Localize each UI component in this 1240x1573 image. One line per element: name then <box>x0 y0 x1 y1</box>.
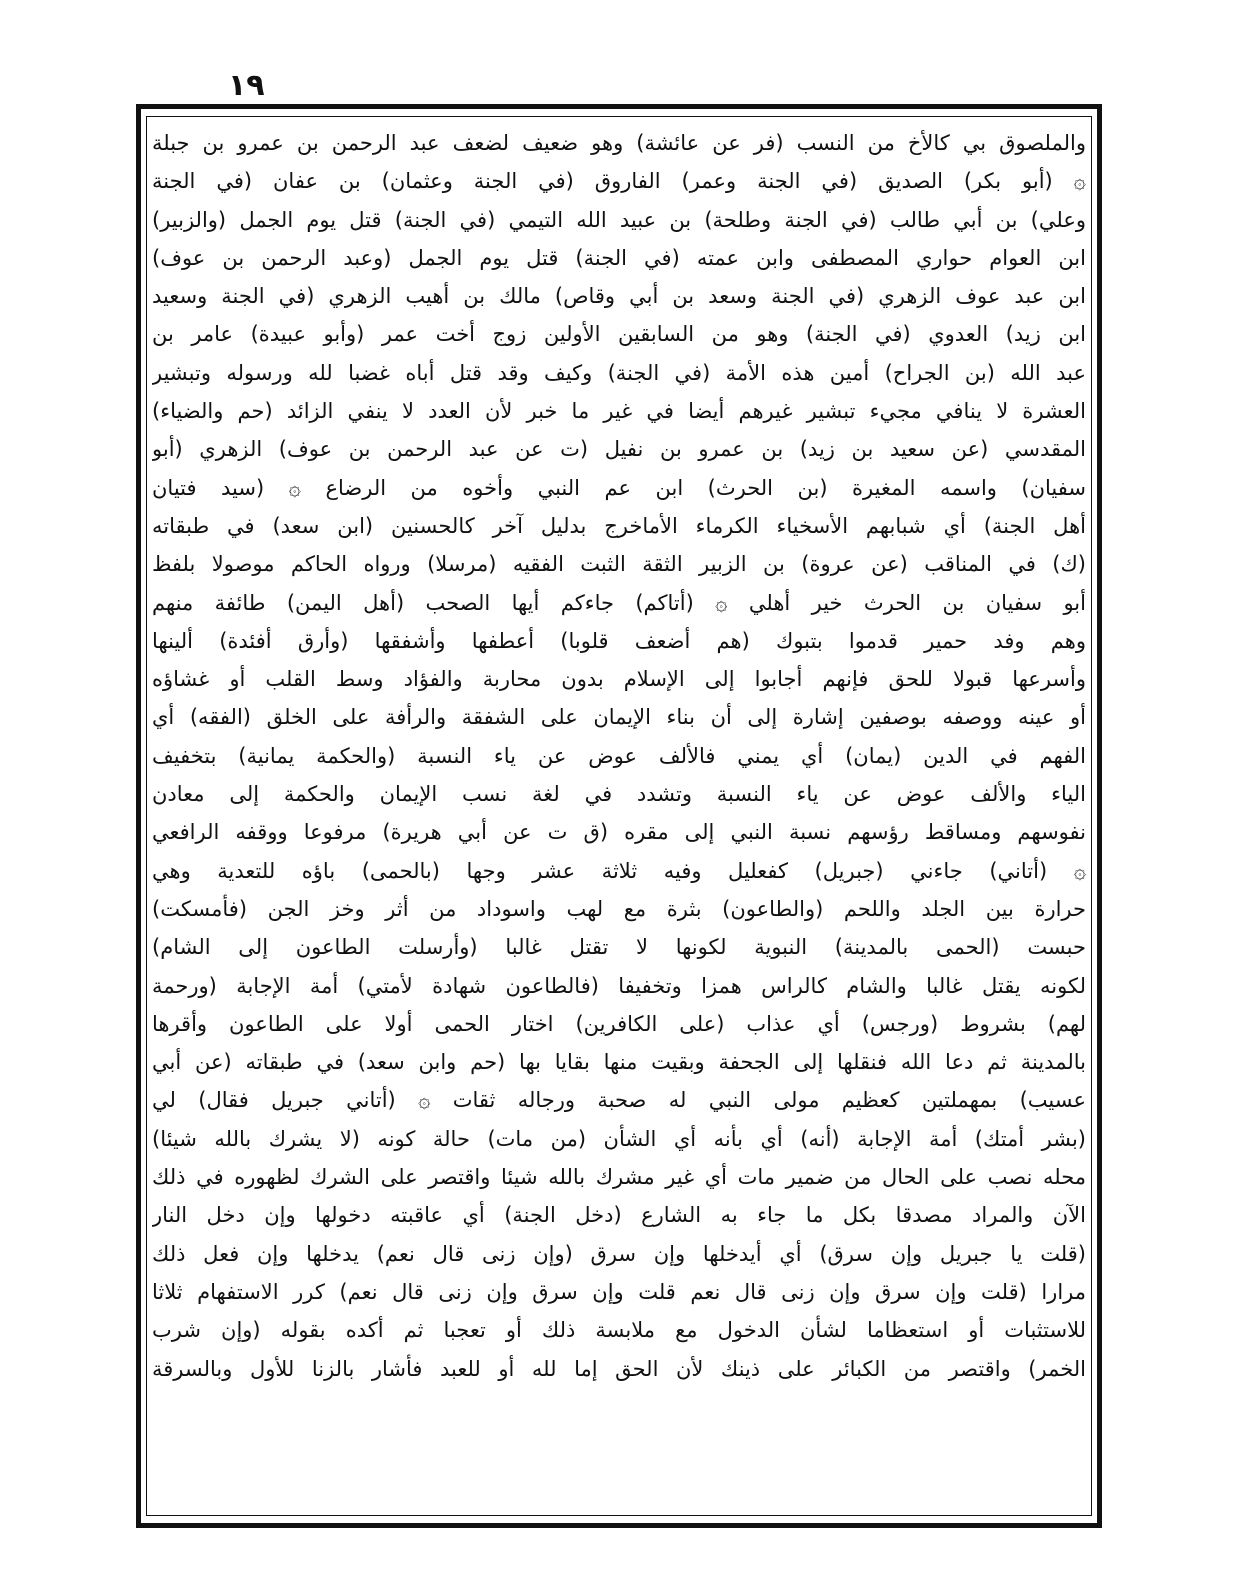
text-line: عبد الله (بن الجراح) أمين هذه الأمة (في الجنة) وكيف وقد قتل أباه غضبا لله ورسوله وتبشير <box>152 360 1086 385</box>
text-line: (ك) في المناقب (عن عروة) بن الزبير الثقة الثبت الفقيه (مرسلا) ورواه الحاكم موصولا بلفظ <box>152 552 1086 577</box>
text-line: حرارة بين الجلد واللحم (والطاعون) بثرة مع لهب واسوداد من أثر وخز الجن (فأمسكت) <box>152 896 1086 921</box>
text-line: والملصوق بي كالأخ من النسب (فر عن عائشة) وهو ضعيف لضعف عبد الرحمن بن عمرو بن جبلة <box>152 131 1086 155</box>
page-number: ١٩ <box>228 68 265 103</box>
text-line: للاستثبات أو استعظاما لشأن الدخول مع ملابسة ذلك أو تعجبا ثم أكده بقوله (وإن شرب <box>152 1318 1086 1343</box>
text-line: محله نصب على الحال من ضمير مات أي غير مشرك بالله شيئا واقتصر على الشرك لظهوره في ذلك <box>152 1165 1086 1190</box>
text-line: العشرة لا ينافي مجيء تبشير غيرهم أيضا في غير ما خبر لأن العدد لا ينفي الزائد (حم والضياء) <box>152 399 1086 424</box>
text-line: ابن عبد عوف الزهري (في الجنة وسعد بن أبي وقاص) مالك بن أهيب الزهري (في الجنة وسعيد <box>152 284 1086 309</box>
text-line: عسيب) بمهملتين كعظيم مولى النبي له صحبة ورجاله ثقات ۞ (أتاني جبريل فقال) لي <box>152 1088 1086 1113</box>
text-line: الآن والمراد مصدقا بكل ما جاء به الشارع (دخل الجنة) أي عاقبته دخولها وإن دخل النار <box>152 1203 1086 1228</box>
text-line: مرارا (قلت وإن سرق وإن زنى قال نعم قلت وإن سرق وإن زنى قال نعم) كرر الاستفهام ثلاثا <box>152 1279 1086 1304</box>
text-line: وعلي) بن أبي طالب (في الجنة وطلحة) بن عبيد الله التيمي (في الجنة) قتل يوم الجمل (والزبير) <box>152 207 1086 232</box>
text-line <box>152 1388 1086 1426</box>
text-line: أهل الجنة) أي شبابهم الأسخياء الكرماء الأماخرج بدليل آخر كالحسنين (ابن سعد) في طبقاته <box>152 513 1086 538</box>
text-line: لكونه يقتل غالبا والشام كالراس همزا وتخفيفا (فالطاعون شهادة لأمتي) أمة الإجابة (ورحمة <box>152 973 1086 998</box>
text-line: وهم وفد حمير قدموا بتبوك (هم أضعف قلوبا) أعطفها وأشفقها (وأرق أفئدة) ألينها <box>152 628 1086 653</box>
text-line: أبو سفيان بن الحرث خير أهلي ۞ (أتاكم) جاءكم أيها الصحب (أهل اليمن) طائفة منهم <box>152 590 1086 615</box>
text-line: أو عينه ووصفه بوصفين إشارة إلى أن بناء الإيمان على الشفقة والرأفة على الخلق (الفقه) أي <box>152 705 1086 730</box>
text-line: نفوسهم ومساقط رؤسهم نسبة النبي إلى مقره (ق ت عن أبي هريرة) مرفوعا ووقفه الرافعي <box>152 820 1086 845</box>
text-line: (بشر أمتك) أمة الإجابة (أنه) أي بأنه أي الشأن (من مات) حالة كونه (لا يشرك بالله شيئا) <box>152 1126 1086 1151</box>
text-line: (قلت يا جبريل وإن سرق) أي أيدخلها وإن سرق (وإن زنى قال نعم) يدخلها وإن فعل ذلك <box>152 1241 1086 1266</box>
text-line: بالمدينة ثم دعا الله فنقلها إلى الجحفة وبقيت منها بقايا بها (حم وابن سعد) في طبقاته (عن أبي <box>152 1050 1086 1075</box>
text-line: الفهم في الدين (يمان) أي يمني فالألف عوض عن ياء النسبة (والحكمة يمانية) بتخفيف <box>152 743 1086 768</box>
text-line: سفيان) واسمه المغيرة (بن الحرث) ابن عم النبي وأخوه من الرضاع ۞ (سيد فتيان <box>152 475 1086 500</box>
text-line <box>152 1464 1086 1502</box>
text-line: الخمر) واقتصر من الكبائر على ذينك لأن الحق إما لله أو للعبد فأشار بالزنا للأول وبالسرقة <box>152 1356 1086 1381</box>
text-line: المقدسي (عن سعيد بن زيد) بن عمرو بن نفيل (ت عن عبد الرحمن بن عوف) الزهري (أبو <box>152 437 1086 462</box>
text-line <box>152 1426 1086 1464</box>
text-line: الياء والألف عوض عن ياء النسبة وتشدد في لغة نسب الإيمان والحكمة إلى معادن <box>152 782 1086 807</box>
body-text <box>152 124 1086 1510</box>
text-line: حبست (الحمى بالمدينة) النبوية لكونها لا تقتل غالبا (وأرسلت الطاعون إلى الشام) <box>152 935 1086 960</box>
text-line: ابن العوام حواري المصطفى وابن عمته (في الجنة) قتل يوم الجمل (وعبد الرحمن بن عوف) <box>152 245 1086 270</box>
text-line: ۞ (أتاني) جاءني (جبريل) كفعليل وفيه ثلاثة عشر وجها (بالحمى) باؤه للتعدية وهي <box>152 858 1086 883</box>
text-line: ۞ (أبو بكر) الصديق (في الجنة وعمر) الفاروق (في الجنة وعثمان) بن عفان (في الجنة <box>152 169 1086 194</box>
text-line: ابن زيد) العدوي (في الجنة) وهو من السابقين الأولين زوج أخت عمر (وأبو عبيدة) عامر بن <box>152 322 1086 347</box>
text-line: لهم) بشروط (ورجس) أي عذاب (على الكافرين) اختار الحمى أولا على الطاعون وأقرها <box>152 1011 1086 1036</box>
text-line: وأسرعها قبولا للحق فإنهم أجابوا إلى الإسلام بدون محاربة والفؤاد وسط القلب أو غشاؤه <box>152 667 1086 692</box>
